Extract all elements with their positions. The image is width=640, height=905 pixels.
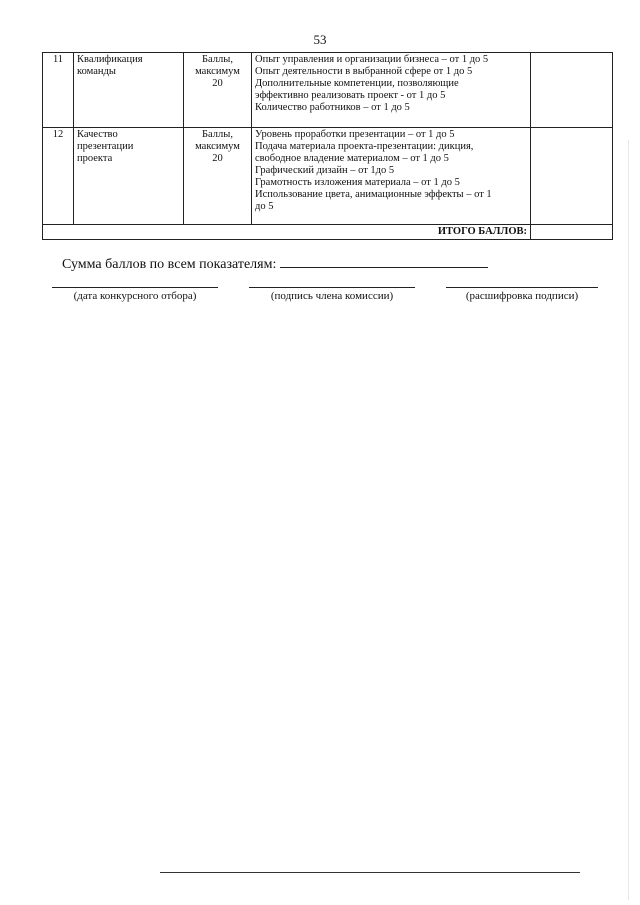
sum-line [62, 255, 488, 273]
points-text: Баллы, [202, 129, 233, 140]
signature-date [52, 287, 218, 302]
points-cell [184, 53, 252, 128]
footer-rule [160, 872, 580, 873]
indicator-line: Опыт деятельности в выбранной сфере от 1 до 5 [255, 66, 473, 77]
signature-caption: (расшифровка подписи) [465, 290, 579, 302]
points-text: максимум [195, 141, 240, 152]
criteria-table [42, 52, 613, 240]
row-number: 12 [43, 128, 74, 225]
points-text: 20 [212, 78, 223, 89]
total-score-cell[interactable] [531, 225, 613, 240]
table-row [43, 128, 613, 225]
indicator-line: Подача материала проекта-презентации: дикция, [255, 141, 474, 152]
indicator-line: Грамотность изложения материала – от 1 до 5 [255, 177, 460, 188]
criterion-text: команды [77, 66, 116, 77]
indicator-line: эффективно реализовать проект - от 1 до 5 [255, 90, 446, 101]
points-text: максимум [195, 66, 240, 77]
criterion-cell [74, 128, 184, 225]
points-text: 20 [212, 153, 223, 164]
page-number: 53 [313, 32, 327, 47]
criterion-text: презентации [77, 141, 134, 152]
indicator-line: Опыт управления и организации бизнеса – от 1 до 5 [255, 54, 489, 65]
score-cell[interactable] [531, 53, 613, 128]
signature-decode [446, 287, 598, 302]
table-row [43, 53, 613, 128]
indicator-line: до 5 [255, 201, 274, 212]
indicator-line: свободное владение материалом – от 1 до 5 [255, 153, 449, 164]
total-row [43, 225, 613, 240]
signature-caption: (дата конкурсного отбора) [73, 290, 197, 302]
points-text: Баллы, [202, 54, 233, 65]
criterion-text: Качество [77, 129, 118, 140]
indicator-line: Дополнительные компетенции, позволяющие [255, 78, 459, 89]
criterion-text: проекта [77, 153, 113, 164]
signature-member [249, 287, 415, 302]
points-cell [184, 128, 252, 225]
indicator-line: Количество работников – от 1 до 5 [255, 102, 410, 113]
sum-label: Сумма баллов по всем показателям: [62, 257, 277, 272]
row-number: 11 [43, 53, 74, 128]
indicators-cell [252, 53, 531, 128]
signature-caption: (подпись члена комиссии) [270, 290, 394, 302]
criterion-text: Квалификация [77, 54, 143, 65]
criterion-cell [74, 53, 184, 128]
sum-blank-field[interactable] [280, 255, 488, 268]
indicator-line: Уровень проработки презентации – от 1 до 5 [255, 129, 455, 140]
score-cell[interactable] [531, 128, 613, 225]
signature-blank-line[interactable] [249, 287, 415, 288]
indicators-cell [252, 128, 531, 225]
decode-blank-line[interactable] [446, 287, 598, 288]
indicator-line: Графический дизайн – от 1до 5 [255, 165, 395, 176]
indicator-line: Использование цвета, анимационные эффекты – от 1 [255, 189, 492, 200]
scan-margin-line [628, 140, 629, 900]
date-blank-line[interactable] [52, 287, 218, 288]
total-label: ИТОГО БАЛЛОВ: [43, 225, 531, 240]
